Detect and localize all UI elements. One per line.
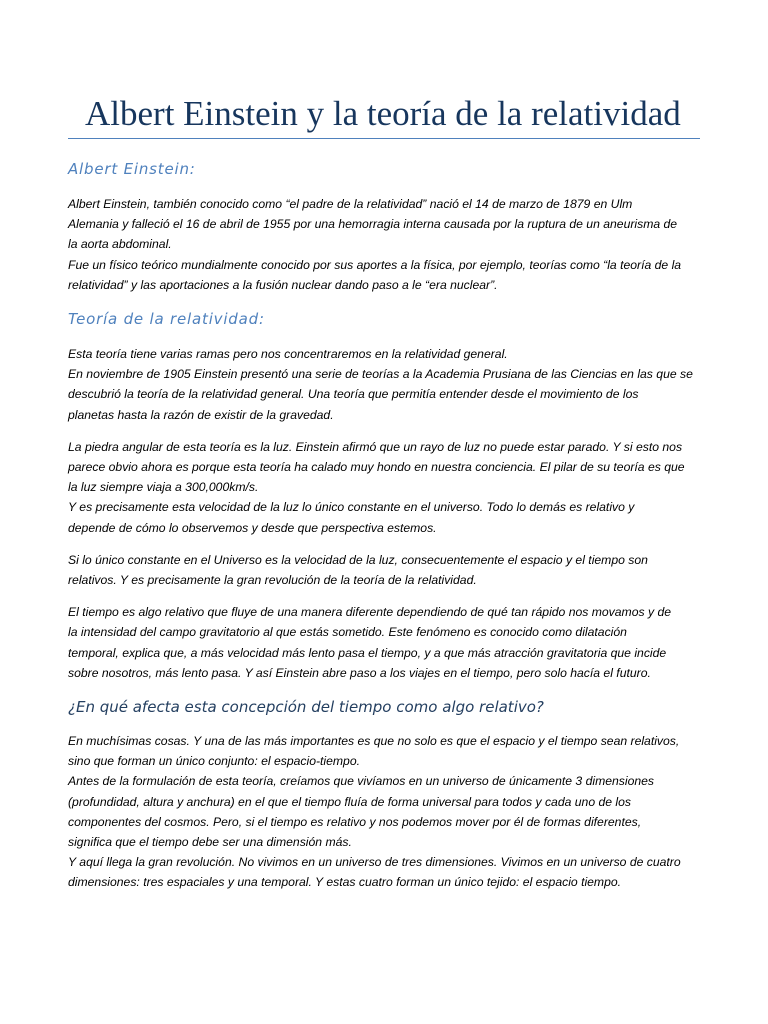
text-line: El tiempo es algo relativo que fluye de una manera diferente dependiendo de qué tan rápido nos movamos y de [68, 605, 672, 620]
text-line: Antes de la formulación de esta teoría, creíamos que vivíamos en un universo de únicamente 3 dimensiones [68, 774, 655, 789]
text-line: planetas hasta la razón de existir de la gravedad. [68, 407, 334, 422]
text-line: En noviembre de 1905 Einstein presentó una serie de teorías a la Academia Prusiana de las Ciencias en las que se [68, 367, 693, 382]
text-line: (profundidad, altura y anchura) en el que el tiempo fluía de forma universal para todos y cada uno de los [68, 794, 631, 809]
text-line: Fue un físico teórico mundialmente conocido por sus aportes a la física, por ejemplo, teorías como “la teoría de la [68, 257, 682, 272]
text-line: sobre nosotros, más lento pasa. Y así Einstein abre paso a los viajes en el tiempo, pero solo hacía el futuro. [68, 665, 651, 680]
paragraph-luz [68, 437, 700, 538]
text-line: La piedra angular de esta teoría es la luz. Einstein afirmó que un rayo de luz no puede estar parado. Y si esto nos [68, 439, 683, 454]
text-line: parece obvio ahora es porque esta teoría ha calado muy hondo en nuestra conciencia. El pilar de su teoría es que [68, 460, 685, 475]
text-line: Albert Einstein, también conocido como “el padre de la relatividad” nació el 14 de marzo de 1879 en Ulm [68, 197, 633, 211]
paragraph-biography [68, 194, 700, 295]
text-line: Esta teoría tiene varias ramas pero nos concentraremos en la relatividad general. [68, 347, 508, 362]
text-line: la aorta abdominal. [68, 237, 172, 252]
text-line: descubrió la teoría de la relatividad general. Una teoría que permitía entender desde el movimiento de los [68, 387, 639, 402]
section-heading-albert-einstein: Albert Einstein: [68, 160, 196, 178]
text-line: Alemania y falleció el 16 de abril de 1955 por una hemorragia interna causada por la ruptura de un aneurisma de [68, 217, 678, 232]
paragraph-espacio-tiempo [68, 731, 700, 893]
paragraph-constante [68, 550, 700, 590]
text-line: En muchísimas cosas. Y una de las más importantes es que no solo es que el espacio y el tiempo sean relativos, [68, 734, 680, 749]
title-underline [68, 138, 700, 139]
text-line: sino que forman un único conjunto: el espacio-tiempo. [68, 754, 361, 769]
text-line: la intensidad del campo gravitatorio al que estás sometido. Este fenómeno es conocido como dilatación [68, 625, 627, 640]
text-line: Si lo único constante en el Universo es la velocidad de la luz, consecuentemente el espacio y el tiempo son [68, 552, 648, 567]
text-line: depende de cómo lo observemos y desde que perspectiva estemos. [68, 520, 437, 535]
text-line: componentes del cosmos. Pero, si el tiempo es relativo y nos podemos mover por él de formas diferentes, [68, 814, 642, 829]
document-title: Albert Einstein y la teoría de la relatividad [85, 94, 681, 133]
section-heading-teoria: Teoría de la relatividad: [68, 310, 265, 329]
paragraph-intro-teoria [68, 344, 700, 425]
document-page [68, 0, 700, 893]
section-heading-pregunta: ¿En qué afecta esta concepción del tiempo como algo relativo? [68, 698, 544, 717]
text-line: relativos. Y es precisamente la gran revolución de la teoría de la relatividad. [68, 573, 477, 588]
text-line: Y aquí llega la gran revolución. No vivimos en un universo de tres dimensiones. Vivimos en un universo de cuatro [68, 855, 681, 870]
text-line: relatividad” y las aportaciones a la fusión nuclear dando paso a le “era nuclear”. [68, 277, 498, 292]
paragraph-dilatacion [68, 602, 700, 683]
text-line: Y es precisamente esta velocidad de la luz lo único constante en el universo. Todo lo demás es relativo y [68, 500, 635, 515]
text-line: temporal, explica que, a más velocidad más lento pasa el tiempo, y a que más atracción gravitatoria que incide [68, 645, 667, 660]
text-line: dimensiones: tres espaciales y una temporal. Y estas cuatro forman un único tejido: el espacio tiempo. [68, 875, 622, 890]
text-line: significa que el tiempo debe ser una dimensión más. [68, 835, 352, 850]
text-line: la luz siempre viaja a 300,000km/s. [68, 480, 259, 495]
